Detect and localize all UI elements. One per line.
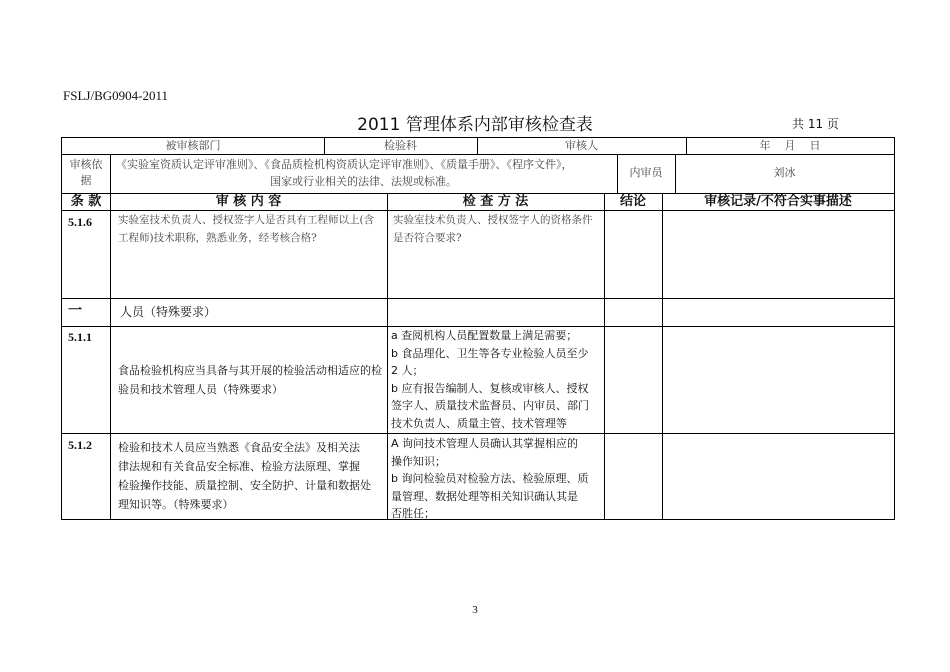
- content-5-1-2: [118, 438, 384, 518]
- dept-value: 检验科: [384, 139, 417, 152]
- basis-text-line1: 《实验室资质认定评审准则》、《食品质检机构资质认定评审准则》、《质量手册》、《程序文件》，: [116, 158, 573, 171]
- method-5-1-1: [391, 327, 603, 433]
- method-line: 操作知识；: [391, 454, 446, 468]
- method-line: A 询问技术管理人员确认其掌握相应的: [391, 437, 579, 450]
- method-line: b 询问检验员对检验方法、检验原理、质: [391, 472, 589, 485]
- method-line: 量管理、数据处理等相关知识确认其是: [391, 489, 578, 503]
- content-line: 检验操作技能、质量控制、安全防护、计量和数据处: [118, 479, 371, 492]
- internal-auditor-label: 内审员: [629, 166, 663, 179]
- content-line: 检验和技术人员应当熟悉《食品安全法》及相关法: [118, 441, 360, 454]
- section-number: 一: [68, 304, 82, 319]
- clause-5-1-1: 5.1.1: [68, 330, 92, 344]
- header-content: 审 核 内 容: [215, 194, 282, 209]
- method-5-1-6: 实验室技术负责人、授权签字人的资格条件是否符合要求?: [393, 214, 593, 244]
- auditor-label: 审核人: [565, 139, 598, 152]
- content-5-1-6: 实验室技术负责人、授权签字人是否具有工程师以上(含工程师)技术职称，熟悉业务，经考核合格?: [118, 214, 375, 244]
- section-title: 人员（特殊要求）: [120, 305, 217, 319]
- method-line: b 应有报告编制人、复核或审核人、授权: [391, 381, 589, 395]
- method-line: 否胜任；: [391, 507, 435, 520]
- basis-label: 审核依据: [69, 158, 103, 187]
- content-line: 理知识等。（特殊要求）: [118, 498, 234, 511]
- page-number: 3: [472, 604, 478, 616]
- method-line: 2 人；: [391, 364, 424, 377]
- method-line: b 食品理化、卫生等各专业检验人员至少: [391, 346, 589, 360]
- audit-checklist-table: [61, 137, 895, 520]
- internal-auditor-value: 刘冰: [773, 166, 796, 179]
- method-line: a 查阅机构人员配置数量上满足需要；: [391, 329, 578, 342]
- clause-5-1-6: 5.1.6: [68, 215, 92, 229]
- audit-date: 年 月 日: [759, 139, 821, 152]
- content-line: 律法规和有关食品安全标准、检验方法原理、掌握: [118, 460, 360, 473]
- page-title: 2011 管理体系内部审核检查表: [357, 115, 593, 135]
- total-pages: 共 11 页: [792, 117, 839, 131]
- dept-label: 被审核部门: [165, 139, 221, 152]
- header-clause: 条 款: [70, 194, 102, 209]
- method-line: 技术负责人、质量主管、技术管理等: [391, 416, 567, 430]
- method-5-1-2: [391, 435, 603, 521]
- content-5-1-1: 食品检验机构应当具备与其开展的检验活动相适应的检验员和技术管理人员（特殊要求）: [118, 364, 382, 396]
- header-record: 审核记录/不符合实事描述: [704, 194, 852, 209]
- basis-text-line2: 国家或行业相关的法律、法规或标准。: [270, 175, 457, 188]
- document-code: FSLJ/BG0904-2011: [63, 88, 168, 103]
- method-line: 签字人、质量技术监督员、内审员、部门: [391, 399, 589, 412]
- header-method: 检 查 方 法: [462, 194, 529, 209]
- clause-5-1-2: 5.1.2: [68, 438, 92, 452]
- header-conclusion: 结论: [619, 194, 646, 209]
